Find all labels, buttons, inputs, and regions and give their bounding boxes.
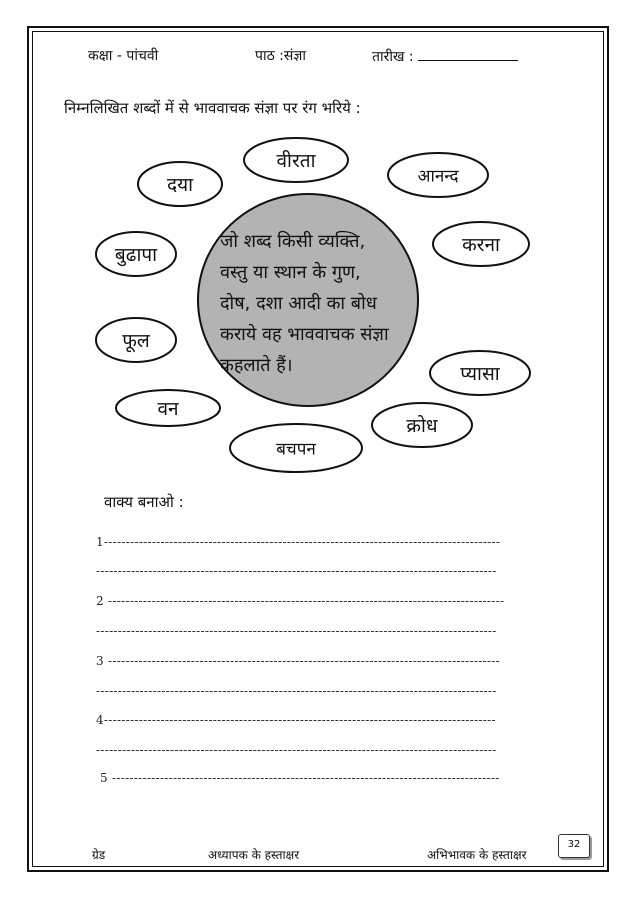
sentence-heading: वाक्य बनाओ : xyxy=(104,493,184,511)
word-bachpan: बचपन xyxy=(276,439,316,460)
definition-text xyxy=(220,226,430,381)
page-number: 32 xyxy=(558,834,590,858)
definition-line: जो शब्द किसी व्यक्ति, xyxy=(220,231,366,252)
parent-sign-label: अभिभावक के हस्ताक्षर xyxy=(427,848,527,862)
definition-line: वस्तु या स्थान के गुण, xyxy=(220,262,361,283)
writing-line[interactable]: 1------------------------------------------------------------------------------------------- xyxy=(96,535,501,549)
writing-line[interactable]: -------------------------------------------------------------------------------------------- xyxy=(96,564,497,578)
word-karna: करना xyxy=(462,234,500,256)
word-veerta: वीरता xyxy=(276,150,316,172)
definition-line: दोष, दशा आदी का बोध xyxy=(220,293,377,314)
date-label: तारीख : xyxy=(372,49,414,65)
word-daya: दया xyxy=(166,174,194,196)
writing-line[interactable]: -------------------------------------------------------------------------------------------- xyxy=(96,624,497,638)
word-pyasa: प्यासा xyxy=(460,363,500,385)
writing-line[interactable]: -------------------------------------------------------------------------------------------- xyxy=(96,684,497,698)
instruction-text: निम्नलिखित शब्दों में से भाववाचक संज्ञा पर रंग भरिये : xyxy=(64,99,361,117)
definition-line: कराये वह भाववाचक संज्ञा xyxy=(220,324,389,345)
word-budhapa: बुढापा xyxy=(114,244,158,266)
writing-line[interactable]: 5 ----------------------------------------------------------------------------------------- xyxy=(100,771,500,785)
class-label: कक्षा - पांचवी xyxy=(88,48,159,64)
word-van: वन xyxy=(157,398,179,420)
writing-line[interactable]: -------------------------------------------------------------------------------------------- xyxy=(96,743,497,757)
word-anand: आनन्द xyxy=(417,166,459,187)
word-phool: फूल xyxy=(122,330,150,352)
lesson-label: पाठ :संज्ञा xyxy=(255,48,306,64)
word-krodh: क्रोध xyxy=(406,415,438,437)
writing-line[interactable]: 4------------------------------------------------------------------------------------------ xyxy=(96,713,496,727)
definition-line: कहलाते हैं। xyxy=(220,355,293,376)
grade-label: ग्रेड xyxy=(92,848,106,862)
writing-line[interactable]: 2 ------------------------------------------------------------------------------------------- xyxy=(96,594,505,608)
writing-line[interactable]: 3 ------------------------------------------------------------------------------------------ xyxy=(96,654,500,668)
teacher-sign-label: अध्यापक के हस्ताक्षर xyxy=(208,848,300,862)
